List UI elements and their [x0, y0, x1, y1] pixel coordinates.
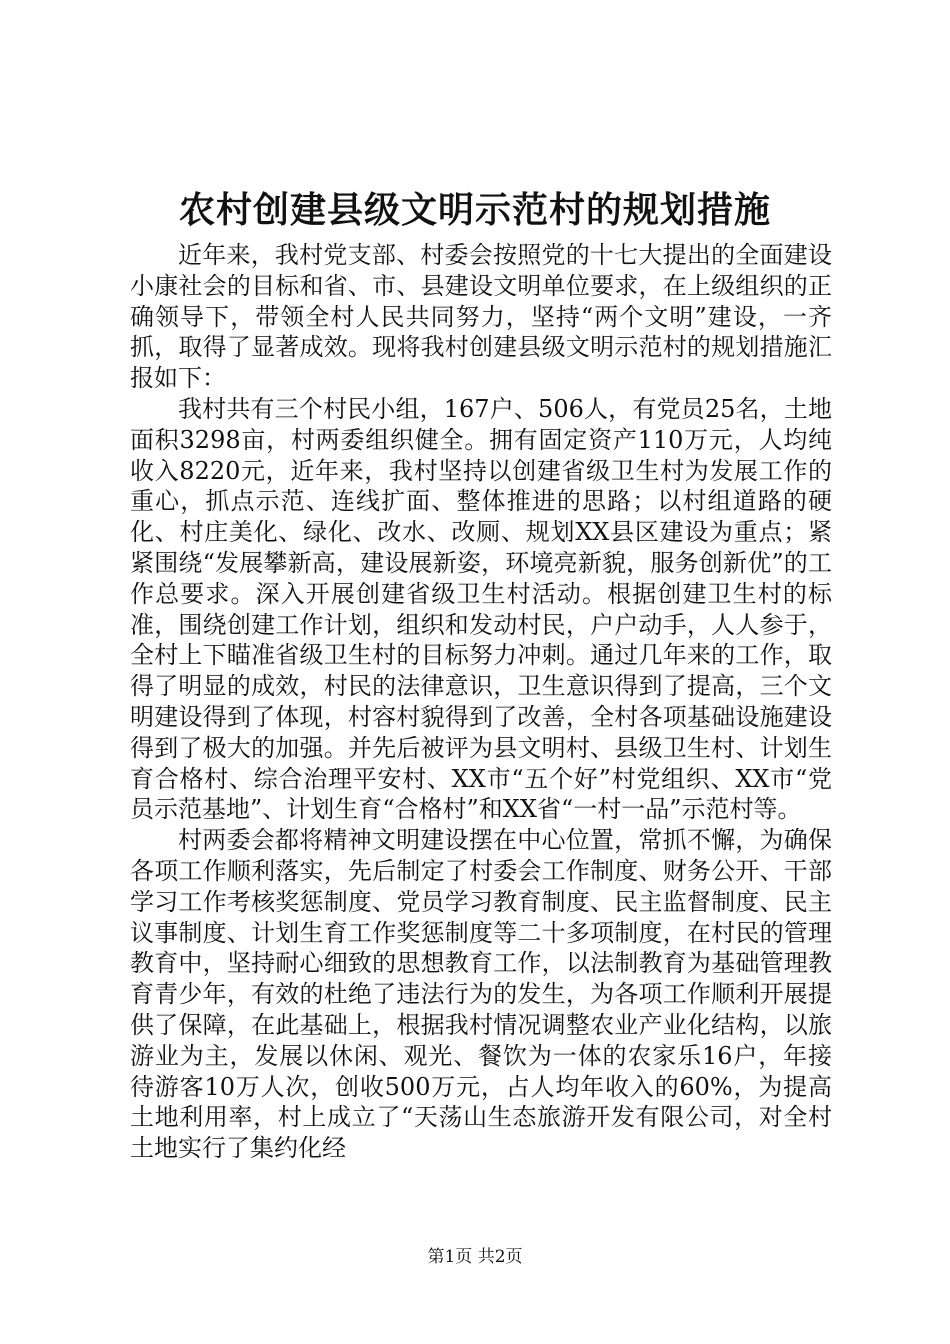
- paragraph-intro: 近年来，我村党支部、村委会按照党的十七大提出的全面建设小康社会的目标和省、市、县建设文明单位要求，在上级组织的正确领导下，带领全村人民共同努力，坚持“两个文明”建设，一齐抓，取得了显著成效。现将我村创建县级文明示范村的规划措施汇报如下：: [130, 241, 832, 393]
- document-body: [130, 240, 832, 1164]
- document-title: 农村创建县级文明示范村的规划措施: [178, 189, 771, 231]
- page-footer: 第1页 共2页: [427, 1247, 523, 1267]
- paragraph-village-overview: 我村共有三个村民小组，167户、506人，有党员25名，土地面积3298亩，村两委组织健全。拥有固定资产110万元，人均纯收入8220元，近年来，我村坚持以创建省级卫生村为发展工作的重心，抓点示范、连线扩面、整体推进的思路；以村组道路的硬化、村庄美化、绿化、改水、改厕、规划XX县区建设为重点；紧紧围绕“发展攀新高，建设展新姿，环境亮新貌，服务创新优”的工作总要求。深入开展创建省级卫生村活动。根据创建卫生村的标准，围绕创建工作计划，组织和发动村民，户户动手，人人参于，全村上下瞄准省级卫生村的目标努力冲刺。通过几年来的工作，取得了明显的成效，村民的法律意识，卫生意识得到了提高，三个文明建设得到了体现，村容村貌得到了改善，全村各项基础设施建设得到了极大的加强。并先后被评为县文明村、县级卫生村、计划生育合格村、综合治理平安村、XX市“五个好”村党组织、XX市“党员示范基地”、计划生育“合格村”和XX省“一村一品”示范村等。: [130, 394, 832, 824]
- paragraph-spiritual-civilization: 村两委会都将精神文明建设摆在中心位置，常抓不懈，为确保各项工作顺利落实，先后制定了村委会工作制度、财务公开、干部学习工作考核奖惩制度、党员学习教育制度、民主监督制度、民主议事制度、计划生育工作奖惩制度等二十多项制度，在村民的管理教育中，坚持耐心细致的思想教育工作，以法制教育为基础管理教育青少年，有效的杜绝了违法行为的发生，为各项工作顺利开展提供了保障，在此基础上，根据我村情况调整农业产业化结构，以旅游业为主，发展以休闲、观光、餐饮为一体的农家乐16户，年接待游客10万人次，创收500万元，占人均年收入的60%，为提高土地利用率，村上成立了“天荡山生态旅游开发有限公司，对全村土地实行了集约化经: [130, 826, 832, 1163]
